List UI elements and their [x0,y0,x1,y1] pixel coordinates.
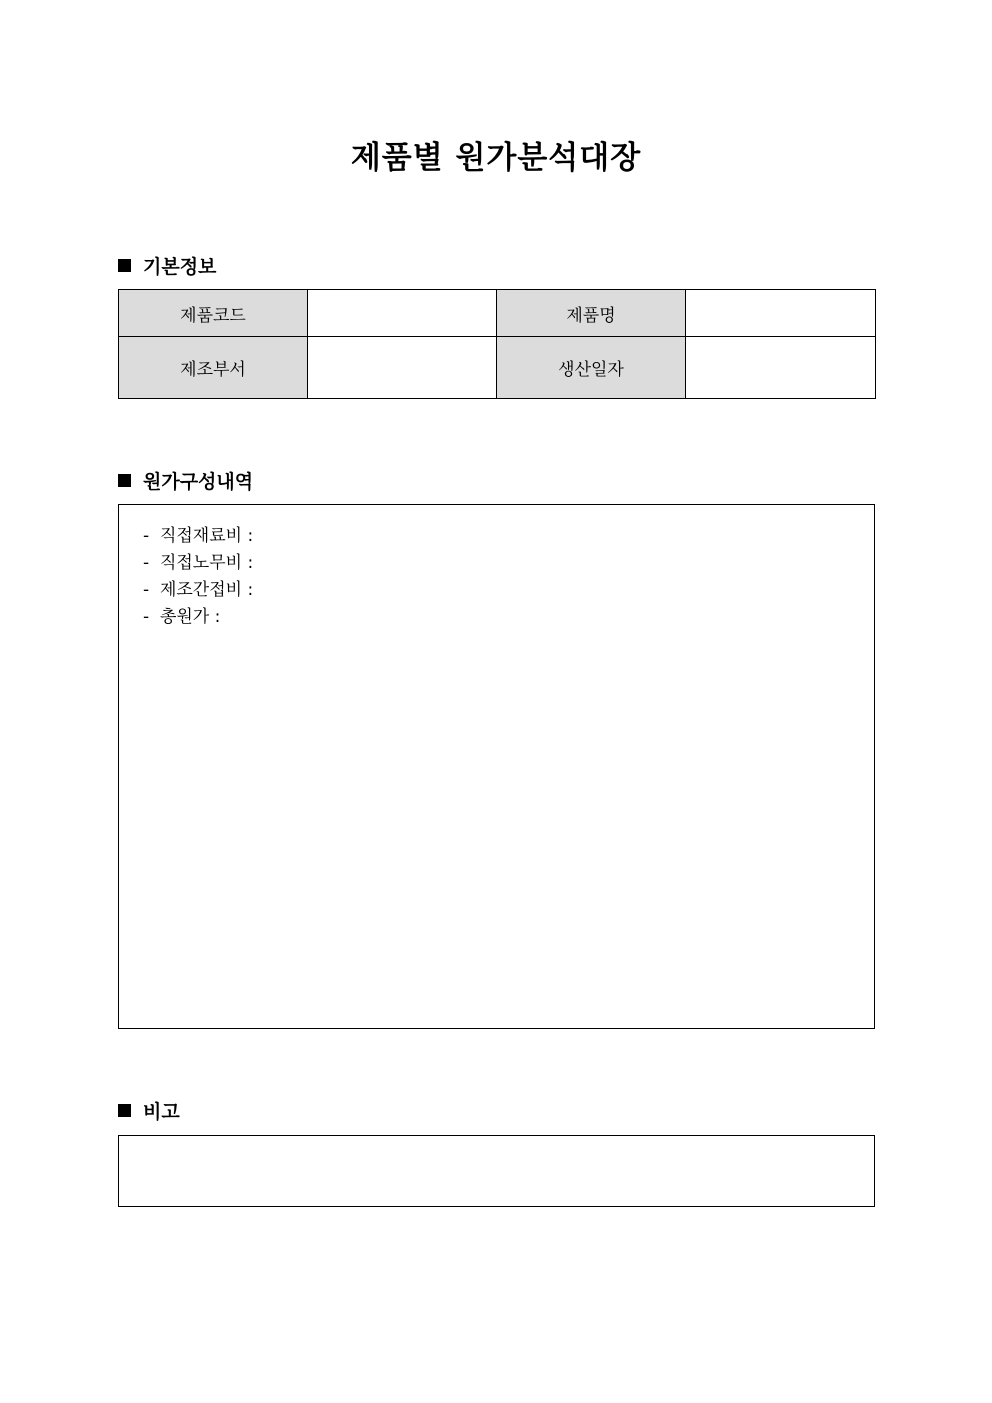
table-row [119,337,876,399]
cost-item-list [143,526,253,634]
production-date-field[interactable] [686,337,876,399]
section-heading-basic-info [118,252,216,279]
section-heading-label: 원가구성내역 [143,471,254,493]
square-bullet-icon [118,474,131,487]
square-bullet-icon [118,1104,131,1117]
table-row [119,290,876,337]
department-label: 제조부서 [119,337,308,399]
list-item-total-cost: - 총원가 : [143,607,221,627]
product-code-label: 제품코드 [119,290,308,337]
section-heading-cost-breakdown [118,467,253,494]
production-date-label: 생산일자 [497,337,686,399]
square-bullet-icon [118,259,131,272]
list-item-direct-material: - 직접재료비 : [143,526,254,546]
basic-info-table [118,289,876,399]
product-name-label: 제품명 [497,290,686,337]
product-name-field[interactable] [686,290,876,337]
list-item-direct-labor: - 직접노무비 : [143,553,254,573]
product-code-field[interactable] [308,290,497,337]
remarks-box[interactable] [118,1135,875,1207]
list-item-overhead: - 제조간접비 : [143,580,254,600]
page-title: 제품별 원가분석대장 [350,140,642,176]
section-heading-label: 기본정보 [143,256,217,278]
cost-breakdown-box[interactable] [118,504,875,1029]
section-heading-remarks [118,1097,180,1124]
department-field[interactable] [308,337,497,399]
section-heading-label: 비고 [143,1101,180,1123]
